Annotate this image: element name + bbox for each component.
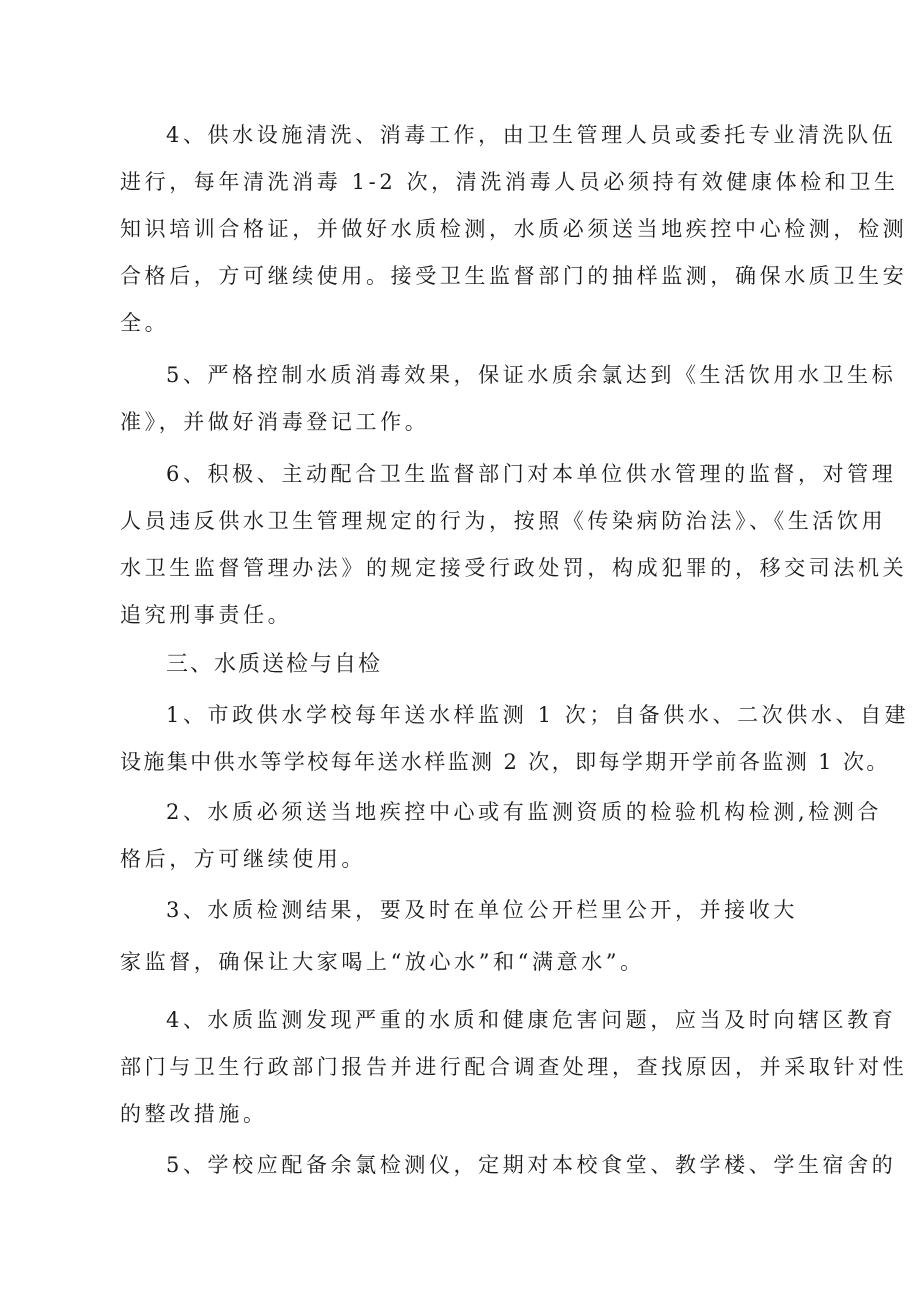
paragraph-6-line-2: 人员违反供水卫生管理规定的行为，按照《传染病防治法》、《生活饮用 [120,509,887,533]
s3-item-5-line-1: 5、学校应配备余氯检测仪，定期对本校食堂、教学楼、学生宿舍的 [166,1153,897,1177]
s3-item-2-line-1: 2、水质必须送当地疾控中心或有监测资质的检验机构检测,检测合 [166,800,883,824]
paragraph-6-line-1: 6、积极、主动配合卫生监督部门对本单位供水管理的监督，对管理 [166,462,897,486]
paragraph-4-line-3: 知识培训合格证，并做好水质检测，水质必须送当地疾控中心检测，检测 [120,217,908,241]
s3-item-4-line-1: 4、水质监测发现严重的水质和健康危害问题，应当及时向辖区教育 [166,1008,897,1032]
paragraph-5-line-1: 5、严格控制水质消毒效果，保证水质余氯达到《生活饮用水卫生标 [166,363,897,387]
paragraph-4-line-1: 4、供水设施清洗、消毒工作，由卫生管理人员或委托专业清洗队伍 [166,123,897,147]
s3-item-3-line-2: 家监督，确保让大家喝上“放心水”和“满意水”。 [120,950,645,974]
s3-item-1-line-2: 设施集中供水等学校每年送水样监测 2 次，即每学期开学前各监测 1 次。 [120,750,890,774]
paragraph-5-line-2: 准》，并做好消毒登记工作。 [120,410,430,434]
paragraph-4-line-2: 进行，每年清洗消毒 1-2 次，清洗消毒人员必须持有效健康体检和卫生 [120,170,899,194]
s3-item-4-line-3: 的整改措施。 [120,1102,268,1126]
paragraph-6-line-4: 追究刑事责任。 [120,603,293,627]
paragraph-4-line-5: 全。 [120,311,170,335]
s3-item-4-line-2: 部门与卫生行政部门报告并进行配合调查处理，查找原因，并采取针对性 [120,1055,908,1079]
paragraph-4-line-4: 合格后，方可继续使用。接受卫生监督部门的抽样监测，确保水质卫生安 [120,264,908,288]
s3-item-3-line-1: 3、水质检测结果，要及时在单位公开栏里公开，并接收大 [166,898,798,922]
section-heading: 三、水质送检与自检 [166,652,383,677]
s3-item-2-line-2: 格后，方可继续使用。 [120,847,366,871]
s3-item-1-line-1: 1、市政供水学校每年送水样监测 1 次；自备供水、二次供水、自建 [166,703,910,727]
paragraph-6-line-3: 水卫生监督管理办法》的规定接受行政处罚，构成犯罪的，移交司法机关 [120,556,908,580]
